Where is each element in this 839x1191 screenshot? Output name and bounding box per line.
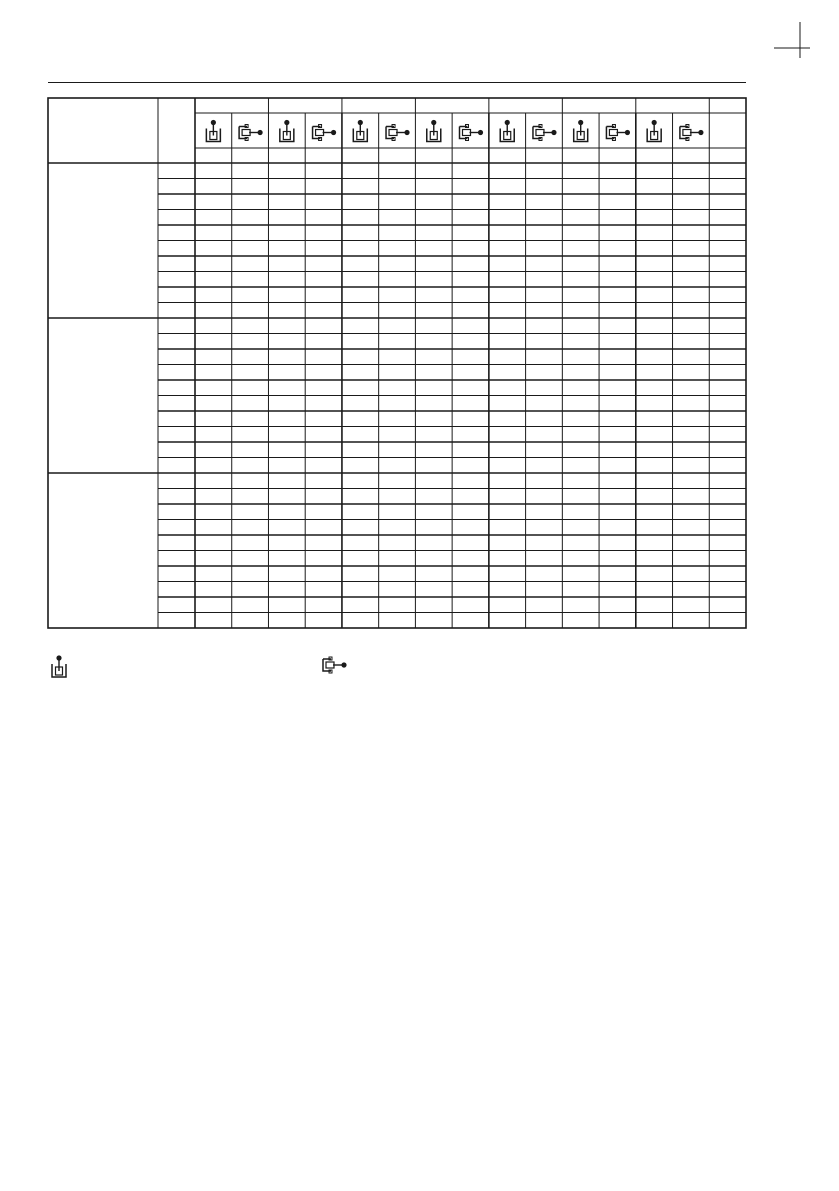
horizontal-loader-icon: [680, 125, 704, 141]
horizontal-loader-icon: [386, 125, 410, 141]
vertical-loader-icon: [280, 120, 294, 142]
horizontal-loader-icon: [460, 125, 484, 141]
horizontal-loader-icon: [239, 125, 263, 141]
legend-horizontal-loader-icon: [318, 654, 354, 676]
vertical-loader-icon: [206, 120, 220, 142]
horizontal-loader-icon: [313, 125, 337, 141]
vertical-loader-icon: [500, 120, 514, 142]
legend-vertical-loader-icon: [48, 654, 70, 680]
vertical-loader-icon: [353, 120, 367, 142]
vertical-loader-icon: [647, 120, 661, 142]
table-frame: [48, 98, 746, 628]
vertical-loader-icon: [574, 120, 588, 142]
vertical-loader-icon: [427, 120, 441, 142]
horizontal-loader-icon: [606, 125, 630, 141]
horizontal-loader-icon: [533, 125, 557, 141]
